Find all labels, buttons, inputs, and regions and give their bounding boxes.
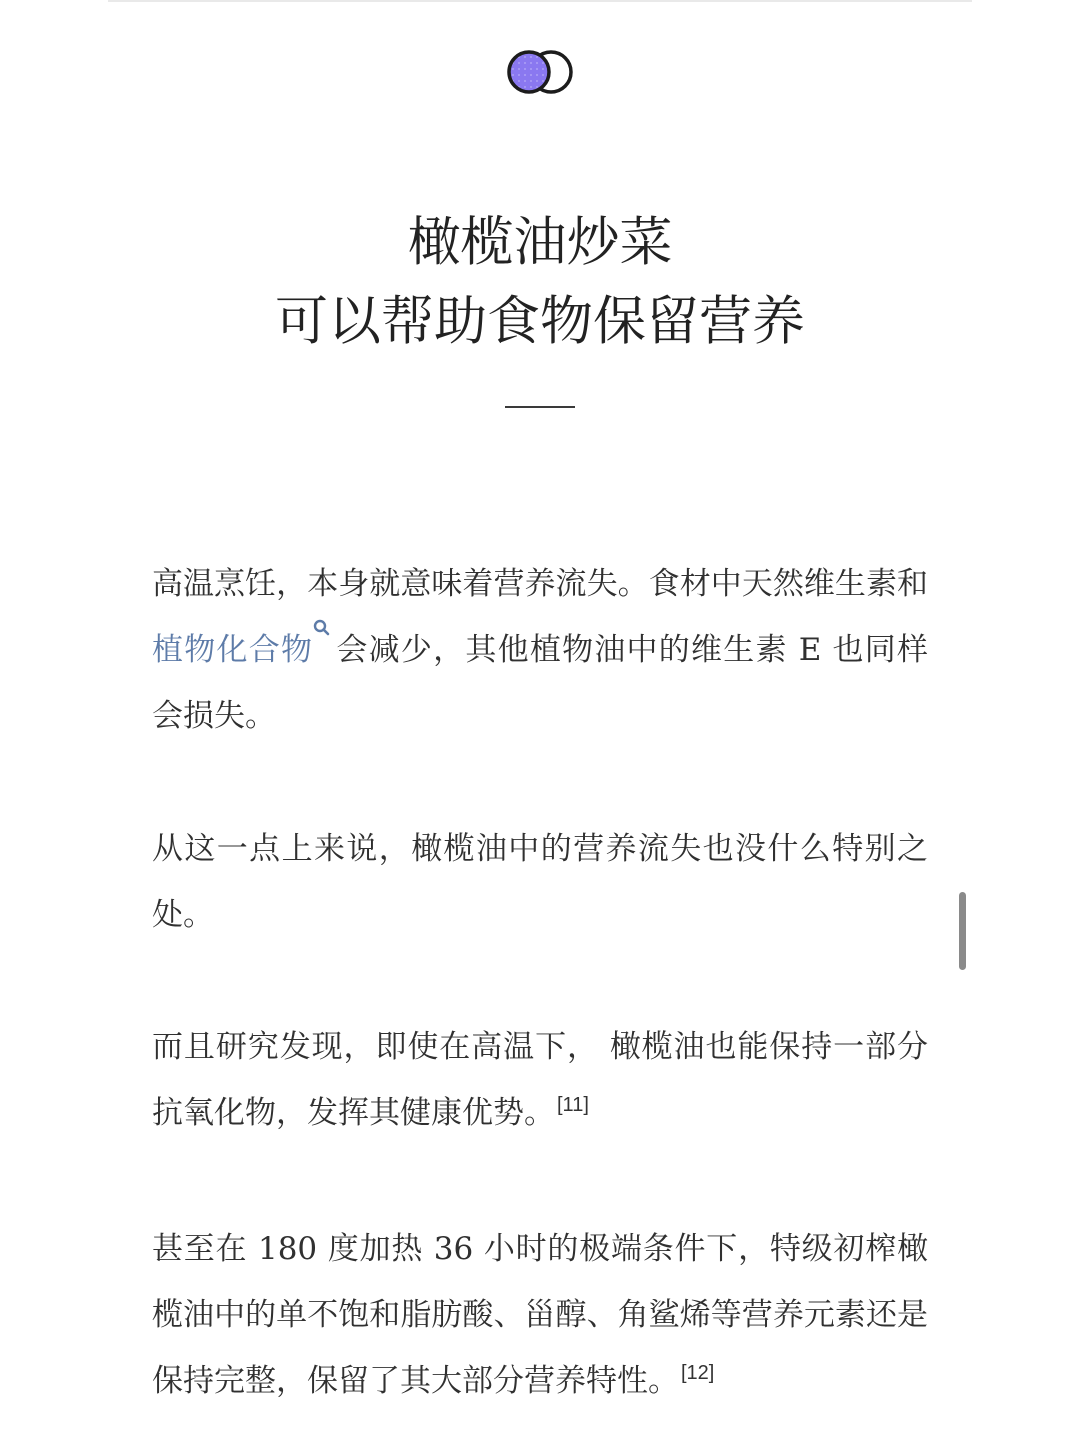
paragraph-4 xyxy=(152,1216,928,1414)
page-title xyxy=(0,203,1080,361)
top-divider xyxy=(108,0,972,2)
search-icon[interactable] xyxy=(313,619,331,641)
paragraph-1-text-after: 会减少，其他植物油中的维生素 E 也同样会损失。 xyxy=(152,632,929,734)
title-divider xyxy=(505,406,575,408)
paragraph-3-text: 而且研究发现，即使在高温下， 橄榄油也能保持一部分抗氧化物，发挥其健康优势。 xyxy=(152,1029,928,1131)
paragraph-3 xyxy=(152,1014,928,1146)
title-line-1: 橄榄油炒菜 xyxy=(407,212,673,273)
scrollbar-thumb[interactable] xyxy=(959,892,966,970)
title-line-2: 可以帮助食物保留营养 xyxy=(275,291,805,352)
overlapping-circles-icon xyxy=(504,48,576,96)
paragraph-2 xyxy=(152,816,928,948)
paragraph-4-text: 甚至在 180 度加热 36 小时的极端条件下，特级初榨橄榄油中的单不饱和脂肪酸、甾醇、角鲨烯等营养元素还是保持完整，保留了其大部分营养特性。 xyxy=(152,1231,928,1399)
paragraph-1 xyxy=(152,551,928,749)
paragraph-2-text: 从这一点上来说，橄榄油中的营养流失也没什么特别之处。 xyxy=(152,831,928,933)
reference-12[interactable]: [12] xyxy=(681,1362,715,1384)
reference-11[interactable]: [11] xyxy=(557,1094,589,1116)
plant-compounds-link[interactable]: 植物化合物 xyxy=(152,632,314,668)
paragraph-1-text-before: 高温烹饪，本身就意味着营养流失。食材中天然维生素和 xyxy=(152,566,928,602)
